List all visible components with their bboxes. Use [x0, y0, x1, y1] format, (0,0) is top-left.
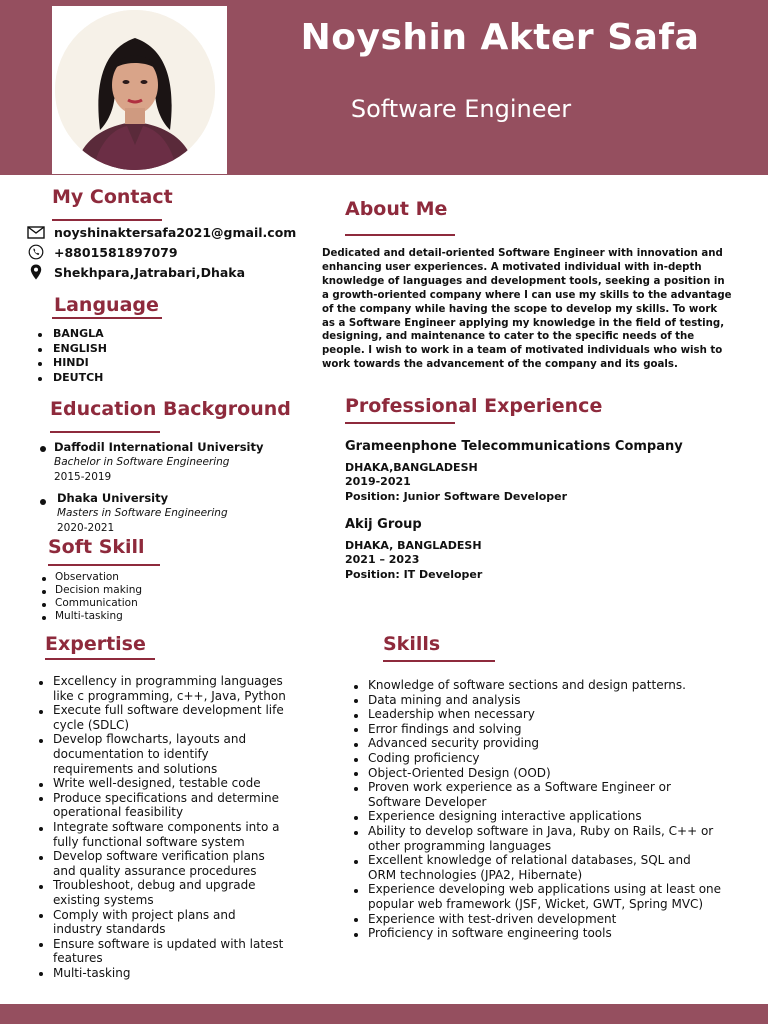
skills-list [352, 678, 722, 941]
portrait-illustration [55, 10, 215, 170]
education-degree: Masters in Software Engineering [57, 507, 228, 519]
expertise-item: Execute full software development life cycle (SDLC) [37, 703, 287, 732]
skill-item: Proficiency in software engineering tools [352, 926, 722, 941]
expertise-item: Excellency in programming languages like c programming, c++, Java, Python [37, 674, 287, 703]
mail-icon [26, 224, 46, 240]
job-position: Position: Junior Software Developer [345, 489, 568, 503]
job-location: DHAKA,BANGLADESH [345, 460, 478, 474]
language-list [36, 327, 107, 385]
experience-divider [345, 422, 455, 424]
skill-item: Advanced security providing [352, 736, 722, 751]
education-institution: Daffodil International University [54, 440, 264, 454]
contact-address: Shekhpara,Jatrabari,Dhaka [54, 264, 246, 280]
education-item [40, 440, 263, 483]
contact-title: My Contact [52, 186, 173, 208]
about-divider [345, 234, 455, 236]
job-location: DHAKA, BANGLADESH [345, 538, 482, 552]
skill-item: Experience with test-driven development [352, 912, 722, 927]
skill-item: Knowledge of software sections and design patterns. [352, 678, 722, 693]
about-title: About Me [345, 198, 448, 220]
skill-item: Data mining and analysis [352, 693, 722, 708]
expertise-item: Comply with project plans and industry standards [37, 908, 287, 937]
job-entry [345, 518, 482, 582]
soft-skill-list [40, 571, 142, 623]
skill-item: Leadership when necessary [352, 707, 722, 722]
skill-item: Experience designing interactive applications [352, 809, 722, 824]
expertise-item: Integrate software components into a fully functional software system [37, 820, 287, 849]
soft-skill-divider [48, 564, 160, 566]
education-years: 2020-2021 [57, 522, 115, 534]
skills-title: Skills [383, 633, 441, 655]
footer-banner [0, 1004, 768, 1024]
job-position: Position: IT Developer [345, 567, 483, 581]
bullet-dot [40, 446, 46, 452]
location-pin-icon [26, 264, 46, 280]
skill-item: Ability to develop software in Java, Ruby on Rails, C++ or other programming languages [352, 824, 722, 853]
soft-skill-title: Soft Skill [48, 536, 145, 558]
education-degree: Bachelor in Software Engineering [54, 456, 230, 468]
expertise-title: Expertise [45, 633, 146, 655]
expertise-item: Develop software verification plans and quality assurance procedures [37, 849, 287, 878]
expertise-divider [45, 658, 155, 660]
bullet-dot [40, 499, 46, 505]
language-item: BANGLA [36, 327, 107, 342]
soft-skill-item: Multi-tasking [40, 610, 142, 623]
contact-address-row [26, 264, 245, 280]
soft-skill-item: Decision making [40, 584, 142, 597]
expertise-item: Ensure software is updated with latest features [37, 937, 287, 966]
soft-skill-item: Observation [40, 571, 142, 584]
contact-email[interactable]: noyshinaktersafa2021@gmail.com [54, 224, 297, 240]
job-years: 2021 – 2023 [345, 553, 420, 567]
expertise-item: Multi-tasking [37, 966, 287, 981]
language-divider [52, 317, 162, 319]
skill-item: Experience developing web applications using at least one popular web framework (JSF, Wicket, GWT, Spring MVC) [352, 882, 722, 911]
contact-divider [52, 219, 162, 221]
skill-item: Object-Oriented Design (OOD) [352, 766, 722, 781]
education-divider [50, 431, 160, 433]
education-item [40, 491, 228, 534]
candidate-role: Software Engineer [350, 95, 572, 123]
expertise-list [37, 674, 287, 980]
candidate-name: Noyshin Akter Safa [300, 17, 700, 58]
language-item: DEUTCH [36, 371, 107, 386]
skill-item: Proven work experience as a Software Engineer or Software Developer [352, 780, 722, 809]
skill-item: Error findings and solving [352, 722, 722, 737]
skill-item: Coding proficiency [352, 751, 722, 766]
education-title: Education Background [50, 398, 291, 420]
contact-phone-row [26, 244, 178, 260]
soft-skill-item: Communication [40, 597, 142, 610]
contact-email-row [26, 224, 296, 240]
skills-divider [383, 660, 495, 662]
avatar [55, 10, 215, 170]
profile-photo [52, 6, 227, 174]
language-item: HINDI [36, 356, 107, 371]
expertise-item: Produce specifications and determine operational feasibility [37, 791, 287, 820]
phone-icon [26, 244, 46, 260]
expertise-item: Troubleshoot, debug and upgrade existing systems [37, 878, 287, 907]
expertise-item: Write well-designed, testable code [37, 776, 287, 791]
job-company: Grameenphone Telecommunications Company [345, 439, 683, 454]
experience-title: Professional Experience [345, 395, 603, 417]
education-institution: Dhaka University [57, 491, 169, 505]
skill-item: Excellent knowledge of relational databases, SQL and ORM technologies (JPA2, Hibernate) [352, 853, 722, 882]
job-entry [345, 440, 683, 504]
job-years: 2019-2021 [345, 475, 411, 489]
language-title: Language [54, 294, 159, 316]
job-company: Akij Group [345, 517, 422, 532]
education-years: 2015-2019 [54, 471, 112, 483]
language-item: ENGLISH [36, 342, 107, 357]
expertise-item: Develop flowcharts, layouts and documentation to identify requirements and solutions [37, 732, 287, 776]
about-text: Dedicated and detail-oriented Software Engineer with innovation and enhancing user experiences. A motivated individual with in-depth knowledge of languages and development tools, seeking a position in a growth-oriented company where I can use my skills to the advantage of the company while having the scope to develop my skills. To work as a Software Engineer applying my knowledge in the field of testing, designing, and maintenance to cater to the specific needs of the people. I wish to work in a team of motivated individuals who wish to work towards the advancement of the company and its goals. [322, 248, 732, 371]
contact-phone[interactable]: +8801581897079 [54, 244, 178, 260]
